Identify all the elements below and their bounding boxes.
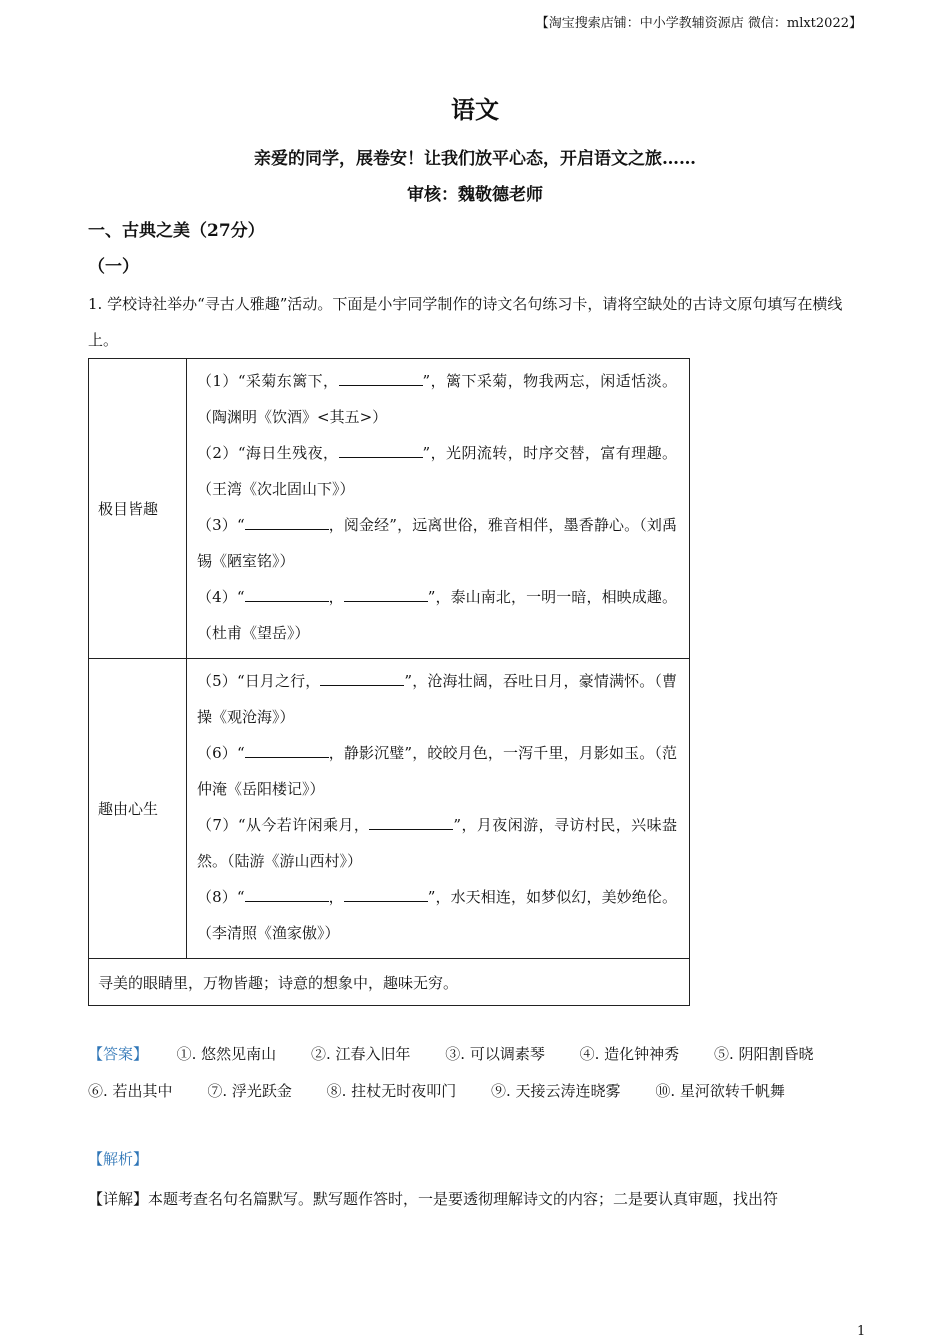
answer-item: ⑤. 阴阳割昏晓 (713, 1045, 814, 1063)
page-title: 语文 (451, 95, 499, 124)
group-label: 极目皆趣 (89, 359, 187, 658)
table-footer-text: 寻美的眼睛里，万物皆趣；诗意的想象中，趣味无穷。 (98, 974, 459, 992)
page-number: 1 (857, 1324, 866, 1339)
answer-item: ④. 造化钟神秀 (579, 1045, 680, 1063)
group-label: 趣由心生 (89, 659, 187, 958)
answer-blank[interactable] (320, 671, 404, 686)
answer-item: ②. 江春入旧年 (310, 1045, 411, 1063)
answer-blank[interactable] (344, 887, 428, 902)
answer-blank[interactable] (245, 515, 329, 530)
practice-card-table (88, 358, 690, 1006)
table-row (89, 359, 689, 659)
answer-item: ⑧. 拄杖无时夜叩门 (326, 1082, 457, 1100)
answer-blank[interactable] (344, 587, 428, 602)
answer-blank[interactable] (245, 587, 329, 602)
answer-blank[interactable] (339, 443, 423, 458)
list-item: （2）“海日生残夜， ”，光阴流转，时序交替，富有理趣。（王湾《次北固山下》） (197, 444, 678, 498)
answer-blank[interactable] (245, 887, 329, 902)
detail-text: 【详解】本题考查名句名篇默写。默写题作答时，一是要透彻理解诗文的内容；二是要认真审题，找出符 (88, 1190, 779, 1208)
list-item: （8）“ ， ”，水天相连，如梦似幻，美妙绝伦。（李清照《渔家傲》） (197, 888, 677, 942)
list-item: （3）“ ，阅金经”，远离世俗，雅音相伴，墨香静心。（刘禹锡《陋室铭》） (197, 516, 678, 570)
question-text: 1. 学校诗社举办“寻古人雅趣”活动。下面是小宇同学制作的诗文名句练习卡，请将空缺处的古诗文原句填写在横线上。 (88, 295, 843, 349)
list-item: （1）“采菊东篱下， ”，篱下采菊，物我两忘，闲适恬淡。（陶渊明《饮酒》<其五>） (197, 372, 678, 426)
group-items (187, 663, 689, 951)
reviewer: 审核：魏敬德老师 (407, 185, 543, 205)
answer-blank[interactable] (369, 815, 453, 830)
list-item: （7）“从今若许闲乘月， ”，月夜闲游，寻访村民，兴味盎然。（陆游《游山西村》） (197, 816, 677, 870)
answer-blank[interactable] (245, 743, 329, 758)
answer-tag: 【答案】 (88, 1045, 149, 1063)
header-note: 【淘宝搜索店铺：中小学教辅资源店 微信：mlxt2022】 (535, 16, 862, 31)
analysis-tag: 【解析】 (88, 1150, 149, 1168)
answer-item: ⑨. 天接云涛连晓雾 (490, 1082, 621, 1100)
group-items (187, 363, 689, 651)
answer-item: ⑦. 浮光跃金 (207, 1082, 292, 1100)
section-heading: 一、古典之美（27分） (88, 221, 265, 241)
answer-item: ⑥. 若出其中 (88, 1082, 173, 1100)
answer-block (88, 1036, 863, 1110)
greeting: 亲爱的同学，展卷安！让我们放平心态，开启语文之旅…… (254, 149, 696, 169)
list-item: （5）“日月之行， ”，沧海壮阔，吞吐日月，豪情满怀。（曹操《观沧海》） (197, 672, 677, 726)
list-item: （4）“ ， ”，泰山南北，一明一暗，相映成趣。（杜甫《望岳》） (197, 588, 677, 642)
answer-item: ③. 可以调素琴 (445, 1045, 545, 1063)
list-item: （6）“ ，静影沉璧”，皎皎月色，一泻千里，月影如玉。（范仲淹《岳阳楼记》） (197, 744, 678, 798)
subsection-heading: （一） (88, 257, 139, 277)
table-footer-row (89, 959, 689, 1005)
table-row (89, 659, 689, 959)
answer-item: ①. 悠然见南山 (176, 1045, 277, 1063)
answer-item: ⑩. 星河欲转千帆舞 (655, 1082, 785, 1100)
answer-blank[interactable] (339, 371, 423, 386)
